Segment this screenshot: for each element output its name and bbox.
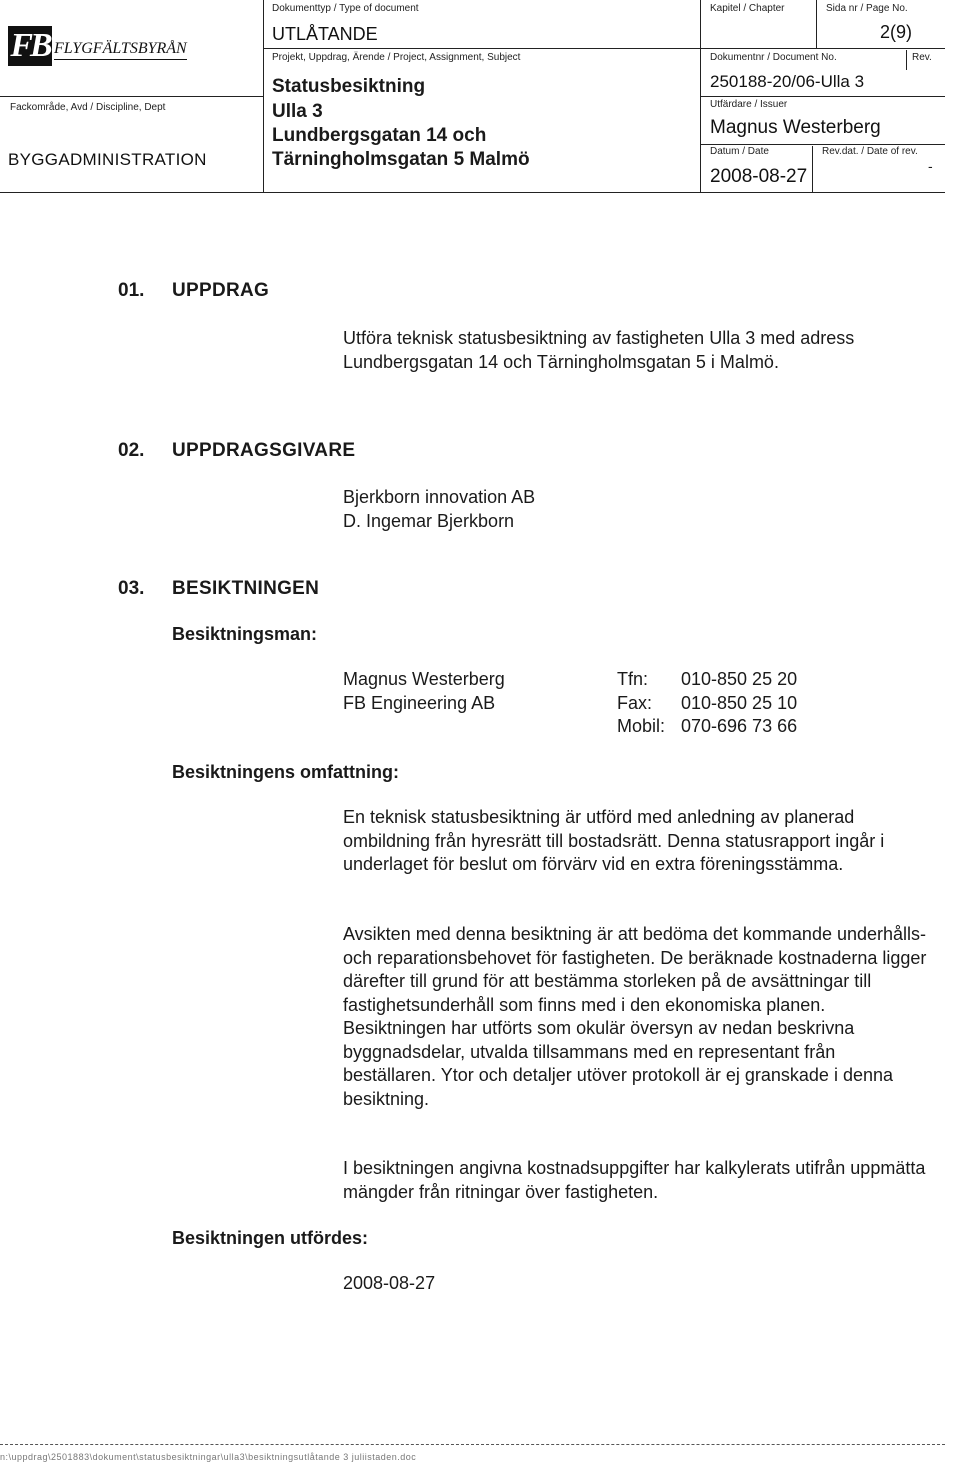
header-divider (700, 144, 945, 145)
footer-file-path: n:\uppdrag\2501883\dokument\statusbesiktningar\ulla3\besiktningsutlåtande 3 juliistaden.doc (0, 1452, 417, 1462)
header-divider (700, 48, 945, 49)
project-label: Projekt, Uppdrag, Ärende / Project, Assignment, Subject (272, 52, 521, 63)
header-divider (700, 96, 945, 97)
performed-date: 2008-08-27 (343, 1273, 436, 1293)
doctype-label: Dokumenttyp / Type of document (272, 3, 419, 14)
contact-value: 070-696 73 66 (681, 716, 798, 736)
project-line: Ulla 3 (272, 101, 323, 122)
page-label: Sida nr / Page No. (826, 3, 908, 14)
inspector-name: Magnus Westerberg (343, 669, 505, 689)
section-title-uppdrag: UPPDRAG (172, 280, 270, 301)
doctype-value: UTLÅTANDE (272, 24, 378, 44)
header-divider (816, 0, 817, 48)
contact-label: Mobil: (617, 716, 666, 736)
inspector-company: FB Engineering AB (343, 693, 496, 713)
rev-label: Rev. (912, 52, 932, 63)
revdate-label: Rev.dat. / Date of rev. (822, 146, 918, 157)
document-date: 2008-08-27 (710, 166, 808, 187)
footer-rule (0, 1444, 945, 1445)
chapter-label: Kapitel / Chapter (710, 3, 785, 14)
client-contact: D. Ingemar Bjerkborn (343, 511, 515, 531)
document-number: 250188-20/06-Ulla 3 (710, 72, 865, 91)
client-company: Bjerkborn innovation AB (343, 487, 536, 507)
company-name: FLYGFÄLTSBYRÅN (54, 40, 187, 60)
section-title-besiktningen: BESIKTNINGEN (172, 578, 320, 599)
header-divider (906, 50, 907, 70)
scope-paragraph: I besiktningen angivna kostnadsuppgifter har kalkylerats utifrån uppmätta mängder från ritningar över fastigheten. (343, 1158, 926, 1202)
issuer-name: Magnus Westerberg (710, 117, 881, 138)
header-divider (812, 146, 813, 192)
performed-heading: Besiktningen utfördes: (172, 1228, 369, 1248)
project-line: Lundbergsgatan 14 och (272, 125, 487, 146)
company-logo: FB (8, 26, 52, 66)
header-divider (0, 96, 263, 97)
issuer-label: Utfärdare / Issuer (710, 99, 788, 110)
scope-heading: Besiktningens omfattning: (172, 762, 400, 782)
project-line: Tärningholmsgatan 5 Malmö (272, 149, 530, 170)
contact-value: 010-850 25 20 (681, 669, 798, 689)
contact-label: Tfn: (617, 669, 649, 689)
page-number: 2(9) (880, 22, 913, 42)
section-number: 03. (118, 578, 145, 599)
section-number: 01. (118, 280, 145, 301)
dept-label: Fackområde, Avd / Discipline, Dept (10, 102, 166, 113)
assignment-text: Utföra teknisk statusbesiktning av fastigheten Ulla 3 med adress Lundbergsgatan 14 och Tärningholmsgatan 5 i Malmö. (343, 328, 855, 372)
project-line: Statusbesiktning (272, 76, 426, 97)
contact-value: 010-850 25 10 (681, 693, 798, 713)
document-header (0, 0, 945, 193)
header-divider (263, 0, 264, 192)
revdate-value: - (928, 158, 933, 174)
section-number: 02. (118, 440, 145, 461)
scope-paragraph: En teknisk statusbesiktning är utförd med anledning av planerad ombildning från hyresrätt till bostadsrätt. Denna statusrapport ingår i underlaget för beslut om förvärv vid en extra föreningsstämma. (343, 807, 885, 874)
date-label: Datum / Date (710, 146, 769, 157)
inspector-heading: Besiktningsman: (172, 624, 318, 644)
header-divider (263, 48, 700, 49)
contact-label: Fax: (617, 693, 653, 713)
scope-paragraph: Avsikten med denna besiktning är att bedöma det kommande underhålls- och reparationsbehovet för fastigheten. De beräknade kostnaderna ligger därefter till grund för att bestämma storleken på de avsättningar till fastighetsunderhåll som finns med i den ekonomiska planen. Besiktningen har utförts som okulär översyn av nedan beskrivna byggnadsdelar, utvalda tillsammans med en representant från beställaren. Ytor och detaljer utöver protokoll är ej granskade i denna besiktning. (343, 924, 927, 1109)
dept-value: BYGGADMINISTRATION (8, 150, 207, 169)
section-title-uppdragsgivare: UPPDRAGSGIVARE (172, 440, 356, 461)
docno-label: Dokumentnr / Document No. (710, 52, 837, 63)
